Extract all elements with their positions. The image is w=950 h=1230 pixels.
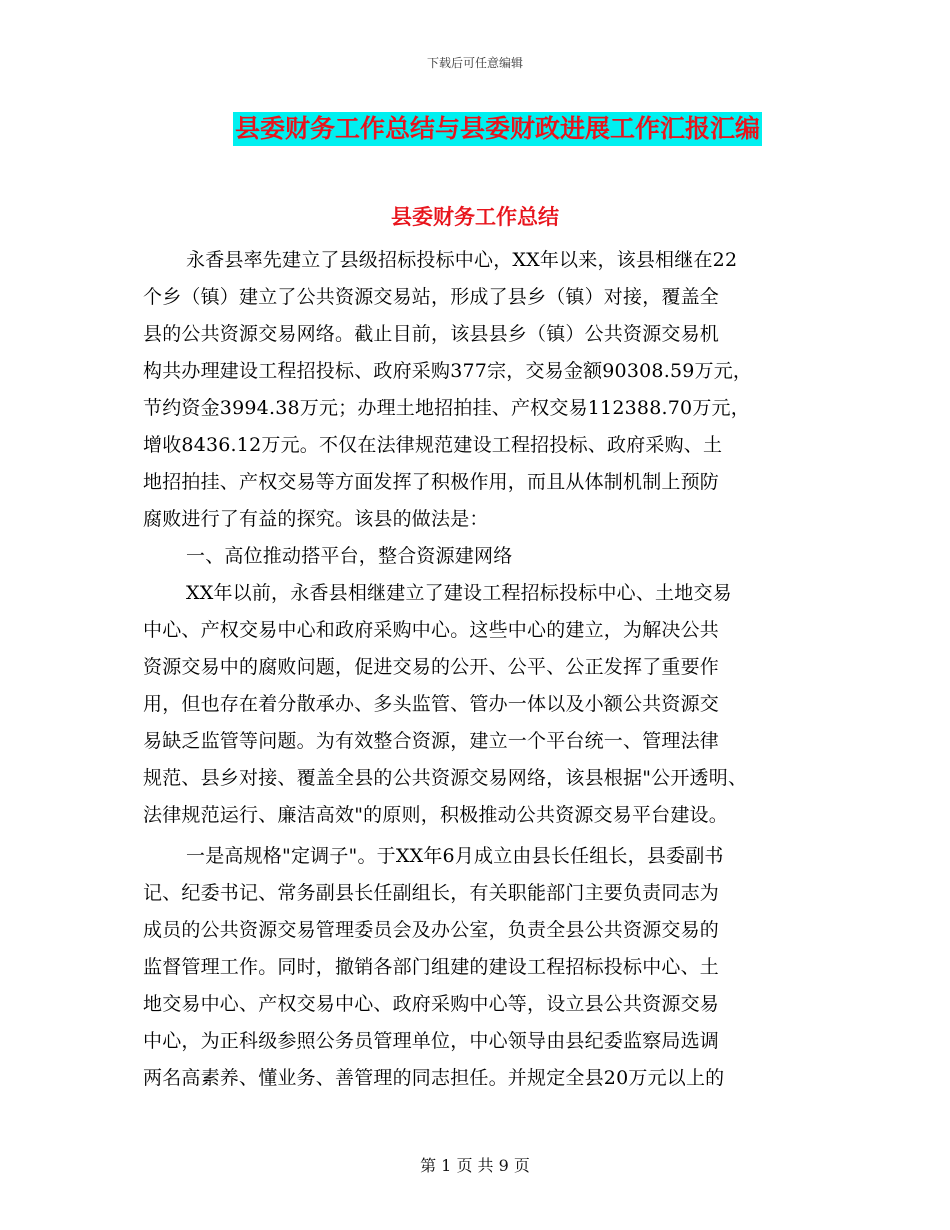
paragraph-line: 记、纪委书记、常务副县长任副组长，有关职能部门主要负责同志为 (143, 882, 720, 904)
paragraph-line: 腐败进行了有益的探究。该县的做法是： (143, 508, 489, 530)
header-note: 下载后可任意编辑 (426, 56, 523, 70)
paragraph-line: 成员的公共资源交易管理委员会及办公室，负责全县公共资源交易的 (143, 919, 720, 941)
page-footer: 第 1 页 共 9 页 (420, 1156, 530, 1175)
paragraph-line: 增收8436.12万元。不仅在法律规范建设工程招投标、政府采购、土 (143, 434, 723, 456)
paragraph-line: 地招拍挂、产权交易等方面发挥了积极作用，而且从体制机制上预防 (143, 471, 720, 493)
paragraph-line: 资源交易中的腐败问题，促进交易的公开、公平、公正发挥了重要作 (143, 656, 720, 678)
paragraph-line: XX年以前，永香县相继建立了建设工程招标投标中心、土地交易 (186, 582, 732, 604)
section-title: 县委财务工作总结 (391, 205, 559, 229)
paragraph-line: 规范、县乡对接、覆盖全县的公共资源交易网络，该县根据"公开透明、 (143, 767, 748, 789)
paragraph-line: 节约资金3994.38万元；办理土地招拍挂、产权交易112388.70万元， (143, 397, 750, 419)
document-title: 县委财务工作总结与县委财政进展工作汇报汇编 (233, 112, 762, 146)
paragraph-line: 地交易中心、产权交易中心、政府采购中心等，设立县公共资源交易 (143, 993, 720, 1015)
paragraph-line: 易缺乏监管等问题。为有效整合资源，建立一个平台统一、管理法律 (143, 730, 720, 752)
document-title-wrap (0, 112, 950, 146)
paragraph-line: 法律规范运行、廉洁高效"的原则，积极推动公共资源交易平台建设。 (143, 804, 728, 826)
paragraph-line: 一是高规格"定调子"。于XX年6月成立由县长任组长，县委副书 (186, 845, 724, 867)
paragraph-line: 中心、产权交易中心和政府采购中心。这些中心的建立，为解决公共 (143, 619, 720, 641)
paragraph-line: 永香县率先建立了县级招标投标中心，XX年以来，该县相继在22 (186, 249, 738, 271)
paragraph-line: 构共办理建设工程招投标、政府采购377宗，交易金额90308.59万元， (143, 360, 753, 382)
paragraph-line: 两名高素养、懂业务、善管理的同志担任。并规定全县20万元以上的 (143, 1067, 725, 1089)
paragraph-line: 用，但也存在着分散承办、多头监管、管办一体以及小额公共资源交 (143, 693, 720, 715)
paragraph-line: 监督管理工作。同时，撤销各部门组建的建设工程招标投标中心、土 (143, 956, 720, 978)
section-heading-line: 一、高位推动搭平台，整合资源建网络 (186, 545, 513, 567)
paragraph-line: 中心，为正科级参照公务员管理单位，中心领导由县纪委监察局选调 (143, 1030, 720, 1052)
paragraph-line: 个乡（镇）建立了公共资源交易站，形成了县乡（镇）对接，覆盖全 (143, 286, 720, 308)
paragraph-line: 县的公共资源交易网络。截止目前，该县县乡（镇）公共资源交易机 (143, 323, 720, 345)
